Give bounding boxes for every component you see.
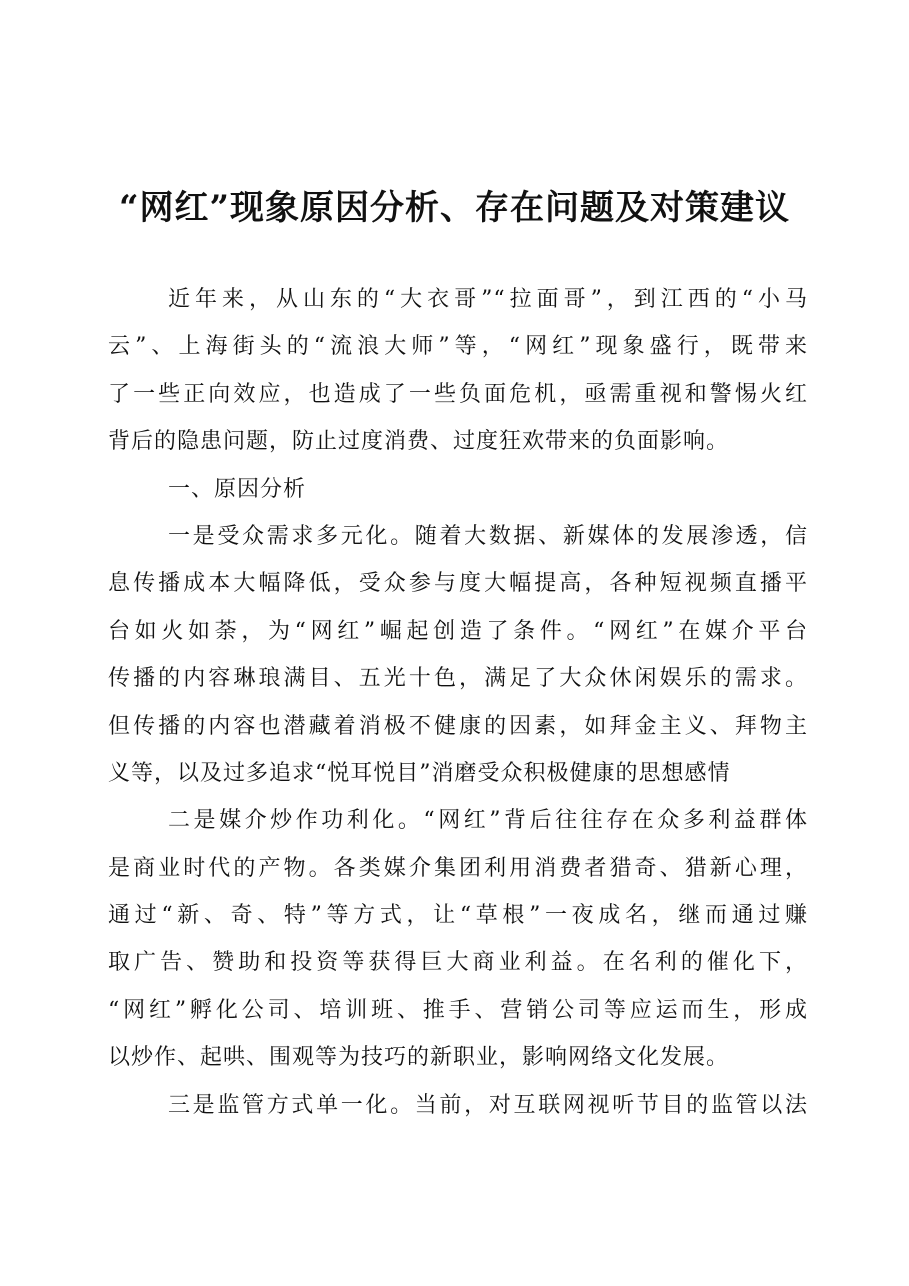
text-line: “网红”孵化公司、培训班、推手、营销公司等应运而生，形成: [108, 997, 808, 1023]
text-line: 台如火如荼，为“网红”崛起创造了条件。“网红”在媒介平台: [108, 618, 808, 644]
text-line: 通过“新、奇、特”等方式，让“草根”一夜成名，继而通过赚: [108, 903, 808, 929]
text-line: 一是受众需求多元化。随着大数据、新媒体的发展渗透，信: [168, 523, 808, 549]
text-line: 传播的内容琳琅满目、五光十色，满足了大众休闲娱乐的需求。: [108, 666, 808, 692]
text-line: 了一些正向效应，也造成了一些负面危机，亟需重视和警惕火红: [108, 381, 808, 407]
text-line: 是商业时代的产物。各类媒介集团利用消费者猎奇、猎新心理，: [108, 855, 808, 881]
text-line: 义等，以及过多追求“悦耳悦目”消磨受众积极健康的思想感情: [108, 760, 731, 786]
text-line: 三是监管方式单一化。当前，对互联网视听节目的监管以法: [168, 1092, 808, 1118]
text-line: 云”、上海街头的“流浪大师”等，“网红”现象盛行，既带来: [108, 334, 808, 360]
document-title: “网红”现象原因分析、存在问题及对策建议: [118, 188, 791, 228]
text-line: 以炒作、起哄、围观等为技巧的新职业，影响网络文化发展。: [108, 1045, 730, 1071]
text-line: 二是媒介炒作功利化。“网红”背后往往存在众多利益群体: [168, 808, 808, 834]
document-body: [108, 276, 808, 1129]
text-line: 取广告、赞助和投资等获得巨大商业利益。在名利的催化下，: [108, 950, 808, 976]
text-line: 但传播的内容也潜藏着消极不健康的因素，如拜金主义、拜物主: [108, 713, 808, 739]
text-line: 近年来，从山东的“大衣哥”“拉面哥”，到江西的“小马: [168, 287, 808, 312]
text-line: 息传播成本大幅降低，受众参与度大幅提高，各种短视频直播平: [108, 571, 808, 597]
text-line: 背后的隐患问题，防止过度消费、过度狂欢带来的负面影响。: [108, 429, 730, 455]
text-line: 一、原因分析: [168, 476, 307, 502]
